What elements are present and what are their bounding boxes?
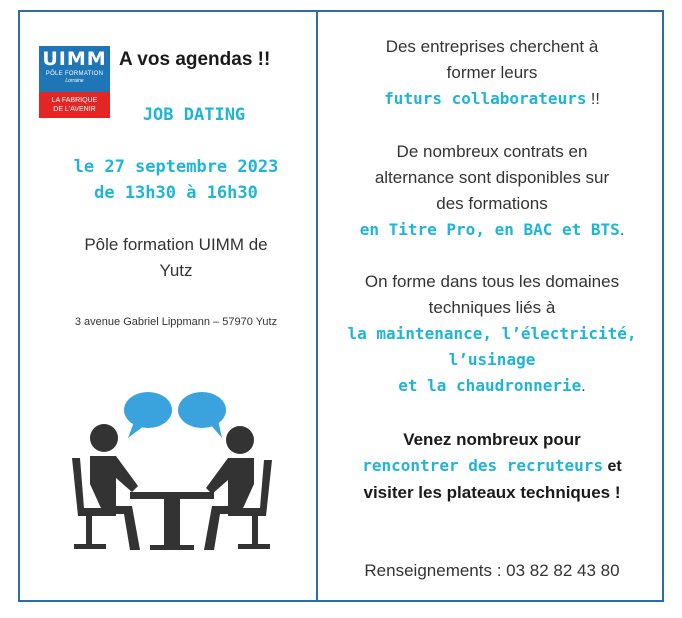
date-line: le 27 septembre 2023 (73, 157, 279, 177)
intro-line1: Des entreprises cherchent à (385, 37, 599, 56)
domains-highlight1: la maintenance, l’électricité, (347, 324, 637, 343)
logo-line1: PÔLE FORMATION (45, 71, 104, 77)
job-interview-icon (60, 388, 280, 558)
contracts-highlight: en Titre Pro, en BAC et BTS (359, 220, 620, 239)
domains-highlight-line3 (320, 373, 664, 400)
domains-paragraph (320, 269, 664, 400)
column-divider (316, 10, 318, 602)
invitation-line1: Venez nombreux pour (403, 430, 581, 449)
event-date (40, 154, 312, 206)
contracts-line3: des formations (436, 194, 548, 213)
domains-highlight2: l’usinage (448, 350, 536, 369)
contracts-highlight-line (320, 217, 664, 244)
contracts-line2: alternance sont disponibles sur (374, 168, 610, 187)
contracts-suffix: . (619, 222, 625, 239)
domains-line2: techniques liés à (428, 298, 556, 317)
agenda-title: A vos agendas !! (119, 49, 271, 70)
intro-highlight-line (320, 86, 664, 113)
intro-highlight: futurs collaborateurs (384, 89, 587, 108)
domains-line1: On forme dans tous les domaines (364, 272, 620, 291)
contact-info: Renseignements : 03 82 82 43 80 (364, 561, 620, 580)
logo-blue-block (39, 46, 110, 92)
logo-line2: Lorraine (65, 78, 84, 84)
logo-red-block (39, 92, 110, 118)
venue (40, 232, 312, 284)
domains-suffix: . (581, 378, 586, 395)
invitation-line3: visiter les plateaux techniques ! (363, 483, 621, 502)
intro-line2: former leurs (446, 63, 538, 82)
speech-bubble-left-icon (124, 392, 172, 438)
time-line: de 13h30 à 16h30 (94, 183, 258, 203)
intro-suffix: !! (586, 91, 600, 108)
venue-line2: Yutz (159, 261, 193, 280)
contracts-line1: De nombreux contrats en (396, 142, 588, 161)
logo-tagline2: DE L'AVENIR (53, 106, 96, 113)
logo-brand: UIMM (42, 48, 107, 70)
invitation-highlight-line (320, 453, 664, 480)
venue-line1: Pôle formation UIMM de (84, 235, 268, 254)
domains-highlight3: et la chaudronnerie (398, 376, 582, 395)
invitation-paragraph (320, 427, 664, 506)
intro-paragraph (320, 34, 664, 113)
event-title: JOB DATING (142, 105, 246, 125)
invitation-suffix: et (603, 458, 622, 475)
person-right-icon (204, 426, 272, 550)
speech-bubble-right-icon (178, 392, 226, 438)
uimm-logo (39, 46, 110, 118)
person-left-icon (72, 424, 140, 550)
contracts-paragraph (320, 139, 664, 244)
invitation-highlight: rencontrer des recruteurs (362, 456, 604, 475)
table-icon (130, 492, 214, 550)
address: 3 avenue Gabriel Lippmann – 57970 Yutz (74, 316, 278, 328)
logo-tagline1: LA FABRIQUE (51, 97, 98, 104)
